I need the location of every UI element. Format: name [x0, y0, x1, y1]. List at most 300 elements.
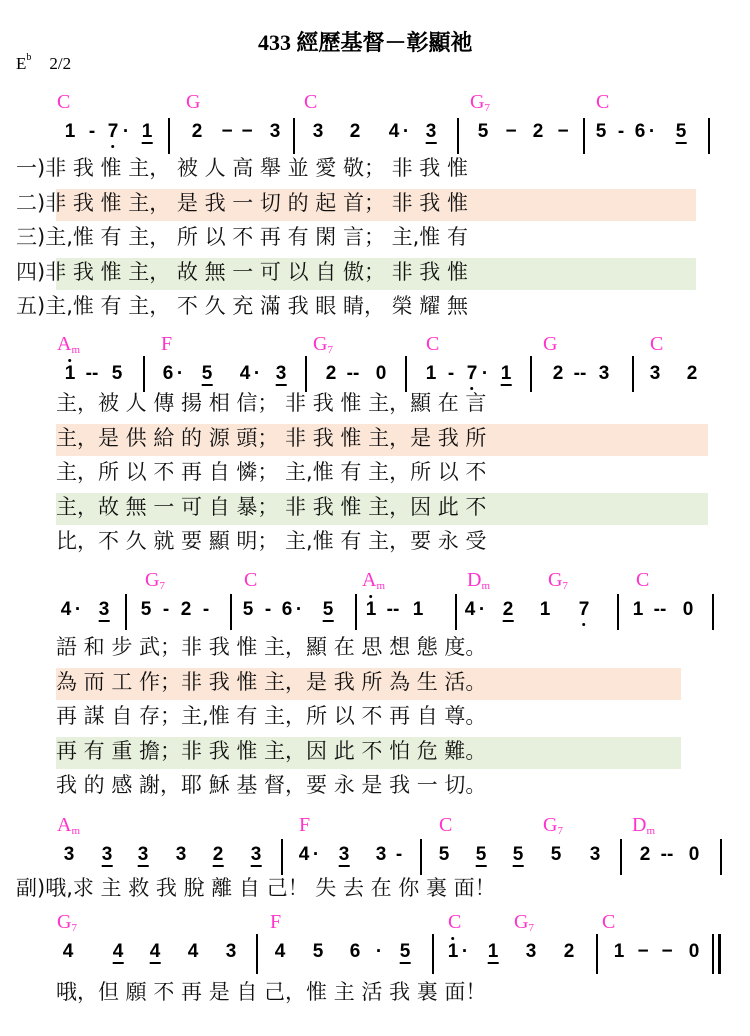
chord-symbol [362, 570, 385, 590]
barline [230, 594, 232, 630]
jianpu-note [89, 122, 95, 141]
jianpu-note [176, 845, 187, 864]
jianpu-note [296, 600, 302, 619]
jianpu-note [65, 122, 76, 141]
note-value: 5 [675, 121, 687, 142]
chord-root: A [57, 333, 72, 355]
chord-symbol [299, 815, 310, 835]
jianpu-note [426, 122, 437, 144]
lyric-text: 語 和 步 武；非 我 惟 主，顯 在 思 想 態 度。 [56, 635, 487, 659]
note-value: -- [653, 599, 667, 620]
note-value: 5 [399, 941, 411, 962]
note-value: 4 [187, 941, 199, 962]
jianpu-note [533, 122, 544, 141]
lyric-text: 我 的 感 謝，耶 穌 基 督，要 永 是 我 一 切。 [56, 773, 487, 797]
jianpu-note [553, 364, 564, 383]
verse-number: 一) [16, 156, 46, 180]
chord-symbol [145, 570, 165, 590]
jianpu-note [177, 364, 183, 383]
jianpu-note [339, 845, 350, 867]
jianpu-note [241, 122, 252, 141]
note-value: 3 [525, 941, 537, 962]
note-value: 3 [375, 844, 387, 865]
jianpu-note [488, 942, 499, 964]
chord-quality: 7 [71, 922, 77, 934]
note-value: · [295, 599, 303, 620]
barline [432, 934, 434, 974]
note-value: 0 [375, 363, 387, 384]
note-value: 2 [639, 844, 651, 865]
note-value: · [312, 844, 320, 865]
note-value: -- [573, 363, 587, 384]
note-value: 4 [149, 941, 161, 962]
jianpu-note [313, 942, 324, 961]
notation-system-5 [0, 912, 750, 974]
barline [632, 356, 634, 392]
note-value: - [162, 599, 170, 620]
note-value: 2 [563, 941, 575, 962]
barline [405, 356, 407, 392]
jianpu-note [192, 122, 203, 141]
note-value: 3 [589, 844, 601, 865]
lyric-text: 比，不 久 就 要 顯 明； 主,惟 有 主，要 永 受 [56, 529, 487, 553]
lyric-line [56, 669, 487, 694]
note-value: 2 [532, 121, 544, 142]
note-value: · [122, 121, 130, 142]
low-octave-dot [582, 623, 585, 626]
chord-quality: m [71, 344, 81, 356]
chorus-line [16, 878, 496, 899]
jianpu-note [413, 600, 424, 619]
note-value: 2 [180, 599, 192, 620]
note-value: 5 [322, 599, 334, 620]
lyric-line [16, 296, 468, 317]
jianpu-note [465, 600, 476, 619]
note-value: 3 [338, 844, 350, 865]
lyric-text: 再 謀 自 存；主,惟 有 主，所 以 不 再 自 尊。 [56, 704, 487, 728]
high-octave-dot [369, 595, 372, 598]
note-value: · [648, 121, 656, 142]
jianpu-note [676, 122, 687, 144]
jianpu-note [689, 845, 700, 864]
note-value: 5 [595, 121, 607, 142]
jianpu-note [347, 364, 360, 383]
note-value: 2 [325, 363, 337, 384]
note-value: 5 [312, 941, 324, 962]
note-value: · [478, 599, 486, 620]
note-value: · [461, 941, 469, 962]
lyric-line [56, 637, 486, 658]
jianpu-note [387, 600, 400, 619]
chord-symbol [304, 92, 317, 112]
jianpu-note [99, 600, 110, 622]
note-value: 1 [487, 941, 499, 962]
note-value: 1 [64, 363, 76, 384]
jianpu-note [240, 364, 251, 383]
note-value: 2 [212, 844, 224, 865]
jianpu-note [313, 122, 324, 141]
note-value: 3 [98, 599, 110, 620]
jianpu-note [202, 364, 213, 386]
lyric-text: 哦,求 主 救 我 脫 離 自 己！ 失 去 在 你 裏 面！ [45, 876, 496, 900]
chord-symbol [57, 92, 70, 112]
chord-root: G [186, 91, 201, 113]
lyric-text: 主,惟 有 主， 不 久 充 滿 我 眼 睛， 榮 耀 無 [45, 294, 468, 318]
lyric-text: 為 而 工 作；非 我 惟 主，是 我 所 為 生 活。 [56, 669, 487, 694]
note-value: 5 [111, 363, 123, 384]
note-value: -- [346, 363, 360, 384]
note-value: · [253, 363, 261, 384]
note-value: 3 [649, 363, 661, 384]
barline [596, 934, 598, 974]
jianpu-note [350, 942, 361, 961]
notation-system-4 [0, 815, 750, 875]
chord-symbol [57, 334, 80, 354]
jianpu-note [243, 600, 254, 619]
note-value: - [88, 121, 96, 142]
jianpu-note [683, 600, 694, 619]
jianpu-note [557, 122, 568, 141]
jianpu-note [403, 122, 409, 141]
jianpu-note [270, 122, 281, 141]
lyric-line [16, 158, 468, 179]
note-value: 4 [274, 941, 286, 962]
jianpu-note [366, 600, 377, 619]
jianpu-note [299, 845, 310, 864]
chord-symbol [57, 815, 80, 835]
time-signature: 2/2 [49, 54, 72, 73]
verse-lyrics-block-1 [0, 158, 750, 336]
jianpu-note [505, 122, 516, 141]
lyric-text: 主，所 以 不 再 自 憐； 主,惟 有 主，所 以 不 [56, 460, 487, 484]
note-value: - [617, 121, 625, 142]
barline [305, 356, 307, 392]
chord-symbol [596, 92, 609, 112]
chord-symbol [543, 334, 557, 354]
jianpu-note [478, 122, 489, 141]
key-accidental: b [26, 52, 32, 64]
chord-quality: m [646, 825, 656, 837]
chord-quality: 7 [484, 102, 490, 114]
verse-number: 五) [16, 294, 46, 318]
jianpu-note [551, 845, 562, 864]
lyric-line [56, 738, 487, 763]
jianpu-note [687, 364, 698, 383]
chord-root: G [57, 911, 72, 933]
chord-symbol [602, 912, 615, 932]
note-value: -- [660, 844, 674, 865]
barline [530, 356, 532, 392]
note-value: 6 [281, 599, 293, 620]
note-value: - [202, 599, 210, 620]
lyric-text: 再 有 重 擔；非 我 惟 主，因 此 不 怕 危 難。 [56, 738, 487, 763]
chord-symbol [467, 570, 490, 590]
jianpu-note [599, 364, 610, 383]
barline [281, 839, 283, 875]
note-value: · [481, 363, 489, 384]
note-value: 5 [201, 363, 213, 384]
lyric-line [56, 494, 487, 519]
jianpu-note [150, 942, 161, 964]
lyric-text: 非 我 惟 主， 故 無 一 可 以 自 傲； 非 我 惟 [45, 259, 468, 284]
barline [420, 839, 422, 875]
chord-root: G [313, 333, 328, 355]
note-value: 4 [388, 121, 400, 142]
note-value: 3 [598, 363, 610, 384]
note-value: 4 [60, 599, 72, 620]
chord-symbol [161, 334, 172, 354]
jianpu-note [326, 364, 337, 383]
chord-symbol [543, 815, 563, 835]
note-value: · [375, 941, 383, 962]
note-value: 7 [578, 599, 590, 620]
lyric-text: 主，故 無 一 可 自 暴； 非 我 惟 主，因 此 不 [56, 494, 487, 519]
lyric-text: 非 我 惟 主， 被 人 高 舉 並 愛 敬； 非 我 惟 [45, 156, 468, 180]
note-value: 0 [688, 941, 700, 962]
chord-root: G [548, 569, 563, 591]
jianpu-note [540, 600, 551, 619]
note-value: 2 [349, 121, 361, 142]
lyric-line [56, 393, 486, 414]
jianpu-note [396, 845, 402, 864]
barline [583, 118, 585, 154]
jianpu-note [64, 845, 75, 864]
note-value: 5 [512, 844, 524, 865]
chorus-lyrics-line-1 [0, 878, 750, 910]
chord-root: C [439, 814, 453, 836]
verse-number: 三) [16, 225, 46, 249]
chord-quality: m [481, 580, 491, 592]
chord-root: C [57, 91, 71, 113]
jianpu-note [188, 942, 199, 961]
chord-quality: 7 [557, 825, 563, 837]
jianpu-note [181, 600, 192, 619]
chord-root: D [467, 569, 482, 591]
note-value: − [505, 121, 517, 142]
jianpu-note [203, 600, 209, 619]
note-value: 5 [477, 121, 489, 142]
note-value: 5 [438, 844, 450, 865]
chorus-line [56, 982, 486, 1003]
note-value: 0 [682, 599, 694, 620]
jianpu-note [141, 600, 152, 619]
note-value: 2 [502, 599, 514, 620]
note-value: 3 [275, 363, 287, 384]
notation-system-3 [0, 570, 750, 630]
lyric-line [56, 775, 486, 796]
verse-lyrics-block-2 [0, 393, 750, 571]
jianpu-note [654, 600, 667, 619]
high-octave-dot [68, 359, 71, 362]
jianpu-note [254, 364, 260, 383]
note-value: 1 [412, 599, 424, 620]
note-value: · [402, 121, 410, 142]
lyric-line [56, 531, 486, 552]
jianpu-note [163, 600, 169, 619]
jianpu-note [426, 364, 437, 383]
jianpu-note [61, 600, 72, 619]
chord-root: G [543, 814, 558, 836]
barline [457, 118, 459, 154]
chord-root: C [636, 569, 650, 591]
chord-quality: 7 [159, 580, 165, 592]
chord-quality: 7 [528, 922, 534, 934]
note-value: 1 [539, 599, 551, 620]
chord-root: F [270, 911, 282, 933]
jianpu-note [476, 845, 487, 867]
jianpu-note [448, 942, 459, 961]
barline [293, 118, 295, 154]
note-value: 4 [239, 363, 251, 384]
high-octave-dot [451, 937, 454, 940]
jianpu-note [689, 942, 700, 961]
note-value: 4 [298, 844, 310, 865]
jianpu-note [350, 122, 361, 141]
verse-number: 二) [16, 190, 46, 215]
chord-root: G [514, 911, 529, 933]
note-value: 7 [466, 363, 478, 384]
jianpu-note [635, 122, 646, 141]
jianpu-note [376, 942, 382, 961]
lyric-line [56, 462, 486, 483]
chord-symbol [448, 912, 461, 932]
note-value: - [264, 599, 272, 620]
note-value: -- [85, 363, 99, 384]
barline [620, 839, 622, 875]
chord-root: G [543, 333, 558, 355]
jianpu-note [376, 364, 387, 383]
jianpu-note [462, 942, 468, 961]
note-value: 2 [191, 121, 203, 142]
note-value: − [241, 121, 253, 142]
jianpu-note [65, 364, 76, 383]
note-value: 3 [312, 121, 324, 142]
note-value: 6 [634, 121, 646, 142]
note-value: 6 [349, 941, 361, 962]
jianpu-note [596, 122, 607, 141]
lyric-text: 非 我 惟 主， 是 我 一 切 的 起 首； 非 我 惟 [45, 190, 468, 215]
chord-symbol [470, 92, 490, 112]
jianpu-note [75, 600, 81, 619]
note-value: - [447, 363, 455, 384]
jianpu-note [564, 942, 575, 961]
jianpu-note [448, 364, 454, 383]
barline [720, 839, 722, 875]
chord-symbol [650, 334, 663, 354]
note-value: 5 [140, 599, 152, 620]
note-value: 5 [242, 599, 254, 620]
chord-symbol [632, 815, 655, 835]
note-value: 3 [63, 844, 75, 865]
lyric-line [56, 706, 486, 727]
jianpu-note [640, 845, 651, 864]
note-value: 7 [107, 121, 119, 142]
barline [256, 934, 258, 974]
note-value: - [395, 844, 403, 865]
jianpu-note [389, 122, 400, 141]
jianpu-note [251, 845, 262, 867]
note-value: 4 [62, 941, 74, 962]
chorus-lyrics-line-2 [0, 982, 750, 1014]
lyric-line [16, 259, 468, 284]
jianpu-note [275, 942, 286, 961]
jianpu-note [142, 122, 153, 144]
jianpu-note [282, 600, 293, 619]
lyric-line [56, 425, 487, 450]
note-value: 3 [250, 844, 262, 865]
final-barline-thin [712, 934, 714, 974]
note-value: 5 [550, 844, 562, 865]
chord-symbol [313, 334, 333, 354]
note-value: 1 [64, 121, 76, 142]
jianpu-note [614, 942, 625, 961]
note-value: -- [386, 599, 400, 620]
jianpu-note [108, 122, 119, 141]
jianpu-note [226, 942, 237, 961]
jianpu-note [213, 845, 224, 867]
note-value: 1 [365, 599, 377, 620]
note-value: 1 [141, 121, 153, 142]
jianpu-note [574, 364, 587, 383]
jianpu-note [501, 364, 512, 386]
jianpu-note [102, 845, 113, 867]
key-letter: E [16, 54, 27, 73]
note-value: 2 [552, 363, 564, 384]
chord-symbol [514, 912, 534, 932]
note-value: 2 [686, 363, 698, 384]
jianpu-note [113, 942, 124, 964]
barline [712, 594, 714, 630]
note-value: 3 [175, 844, 187, 865]
barline [455, 594, 457, 630]
jianpu-note [439, 845, 450, 864]
note-value: 6 [162, 363, 174, 384]
lyric-text: 主,惟 有 主， 所 以 不 再 有 閑 言； 主,惟 有 [45, 225, 468, 249]
verse-lyrics-block-3 [0, 637, 750, 815]
jianpu-note [112, 364, 123, 383]
note-value: − [221, 121, 233, 142]
jianpu-note [163, 364, 174, 383]
jianpu-note [482, 364, 488, 383]
jianpu-note [618, 122, 624, 141]
jianpu-note [526, 942, 537, 961]
note-value: 3 [225, 941, 237, 962]
chord-symbol [426, 334, 439, 354]
jianpu-note [323, 600, 334, 622]
barline [617, 594, 619, 630]
note-value: 3 [425, 121, 437, 142]
note-value: 1 [425, 363, 437, 384]
jianpu-note [138, 845, 149, 867]
chord-root: C [596, 91, 610, 113]
chord-symbol [244, 570, 257, 590]
low-octave-dot [111, 145, 114, 148]
jianpu-note [649, 122, 655, 141]
jianpu-note [313, 845, 319, 864]
note-value: 4 [112, 941, 124, 962]
note-value: 1 [447, 941, 459, 962]
jianpu-note [590, 845, 601, 864]
note-value: 3 [137, 844, 149, 865]
note-value: − [557, 121, 569, 142]
chord-quality: 7 [562, 580, 568, 592]
lyric-text: 主，被 人 傳 揚 相 信； 非 我 惟 主，顯 在 言 [56, 391, 487, 415]
note-value: 5 [475, 844, 487, 865]
chord-root: G [145, 569, 160, 591]
jianpu-note [661, 942, 672, 961]
song-title: 433 經歷基督－彰顯祂 [258, 30, 473, 55]
jianpu-note [650, 364, 661, 383]
